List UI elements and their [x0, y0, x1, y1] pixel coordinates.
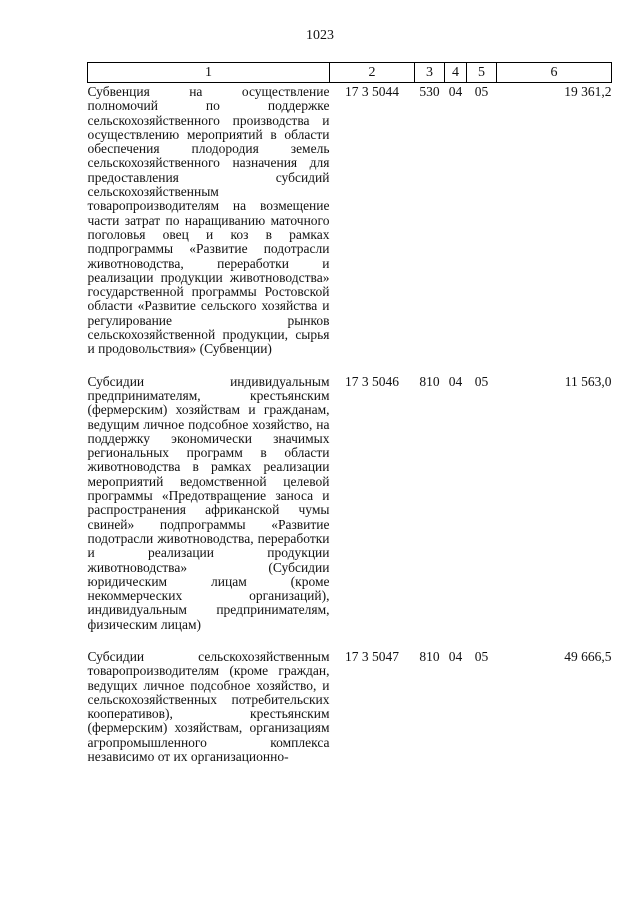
table-row	[88, 83, 612, 357]
row-description: Субвенция на осуществление полномочий по поддержке сельскохозяйственного производства и осуществлению мероприятий в области обеспечения плодородия земель сельскохозяйственного назначения для предоставления субсидий сельскохозяйственным товаропроизводителям на возмещение части затрат по наращиванию маточного поголовья овец и коз в рамках подпрограммы «Развитие подотрасли животноводства, переработки и реализации продукции животноводства» государственной программы Ростовской области «Развитие сельского хозяйства и регулирование рынков сельскохозяйственной продукции, сырья и продовольствия» (Субвенции)	[87, 84, 330, 357]
row-spacer	[88, 357, 612, 373]
row-col3: 810	[419, 648, 440, 664]
page-number: 1023	[306, 28, 334, 43]
row-col5: 05	[474, 84, 489, 99]
row-col3: 810	[419, 373, 440, 389]
column-header-3: 3	[415, 63, 445, 83]
row-col5: 05	[474, 648, 489, 664]
row-amount: 49 666,5	[564, 648, 612, 664]
row-col4: 04	[448, 648, 463, 664]
table-row	[88, 648, 612, 764]
column-header-1: 1	[88, 63, 330, 83]
row-col3: 530	[419, 84, 440, 99]
row-description: Субсидии сельскохозяйственным товаропроизводителям (кроме граждан, ведущих личное подсобное хозяйство, и сельскохозяйственных потребительских кооперативов), крестьянским (фермерским) хозяйствам, организациям агропромышленного комплекса независимо от их организационно-	[87, 648, 330, 765]
row-amount: 11 563,0	[564, 373, 612, 389]
column-header-2: 2	[330, 63, 415, 83]
table-row	[88, 373, 612, 632]
column-header-5: 5	[467, 63, 497, 83]
row-code: 17 3 5044	[345, 84, 399, 99]
column-header-4: 4	[445, 63, 467, 83]
row-col5: 05	[474, 373, 489, 389]
row-description: Субсидии индивидуальным предпринимателям, крестьянским (фермерским) хозяйствам и гражданам, ведущим личное подсобное хозяйство, на поддержку экономически значимых региональных программ в области животноводства в рамках реализации мероприятий ведомственной целевой программы «Предотвращение заноса и распространения африканской чумы свиней» подпрограммы «Развитие подотрасли животноводства, переработки и реализации продукции животноводства» (Субсидии юридическим лицам (кроме некоммерческих организаций), индивидуальным предпринимателям, физическим лицам)	[87, 373, 330, 632]
row-amount: 19 361,2	[564, 84, 612, 99]
table-header-row	[88, 63, 612, 83]
budget-table	[87, 62, 612, 764]
row-code: 17 3 5047	[345, 648, 399, 664]
row-spacer	[88, 632, 612, 648]
row-code: 17 3 5046	[345, 373, 399, 389]
row-col4: 04	[448, 84, 463, 99]
row-col4: 04	[448, 373, 463, 389]
column-header-6: 6	[497, 63, 612, 83]
